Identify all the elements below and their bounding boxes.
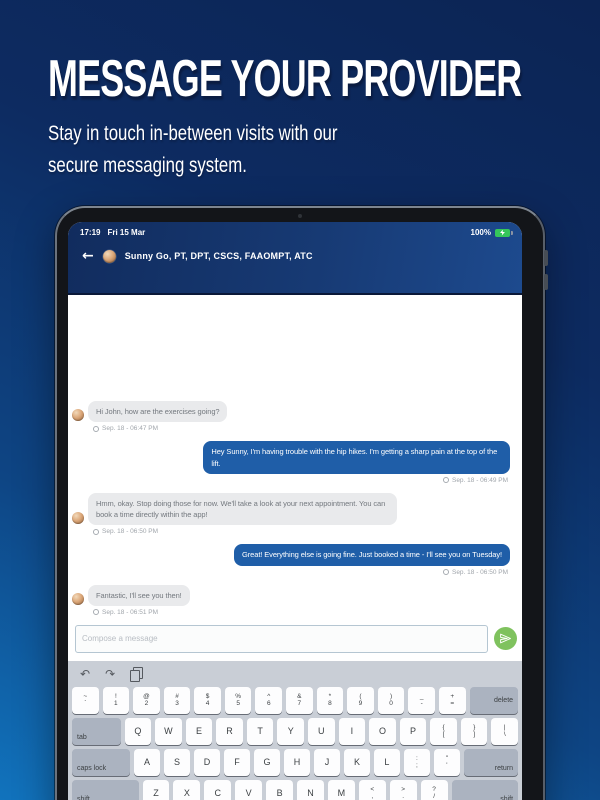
redo-icon[interactable]: ↷: [105, 666, 116, 681]
tablet-mockup: [55, 206, 545, 800]
hero-subtitle-line1: Stay in touch in-between visits with our: [48, 122, 338, 145]
status-right: [471, 228, 510, 237]
message-timestamp: Sep. 18 - 06:50 PM: [72, 569, 508, 576]
battery-percent: 100%: [470, 228, 491, 237]
status-bar: [68, 222, 522, 237]
compose-input[interactable]: [75, 625, 488, 653]
keyboard-row: [72, 687, 518, 714]
key-o[interactable]: O: [369, 718, 396, 745]
undo-icon[interactable]: ↶: [80, 666, 91, 681]
key-i[interactable]: I: [339, 718, 366, 745]
key-h[interactable]: H: [284, 749, 310, 776]
status-time: 17:19: [80, 228, 101, 237]
key-,[interactable]: < ,: [359, 780, 386, 800]
message-timestamp: Sep. 18 - 06:50 PM: [93, 528, 508, 535]
hero-subtitle-line2: secure messaging system.: [48, 153, 247, 177]
key-][interactable]: } ]: [461, 718, 488, 745]
provider-name: Sunny Go, PT, DPT, CSCS, FAAOMPT, ATC: [124, 251, 313, 261]
provider-avatar: [72, 409, 84, 421]
key-tab[interactable]: tab: [72, 718, 121, 745]
provider-avatar: [103, 250, 116, 263]
key-2[interactable]: @ 2: [133, 687, 160, 714]
key-z[interactable]: Z: [143, 780, 170, 800]
message-row-outgoing: [72, 441, 514, 474]
message-bubble: Fantastic, I'll see you then!: [88, 585, 190, 606]
message-bubble: Hey Sunny, I'm having trouble with the hip hikes. I'm getting a sharp pain at the top of the lift.: [203, 441, 510, 474]
message-row-incoming: [72, 401, 514, 422]
message-row-incoming: [72, 585, 514, 606]
front-camera-icon: [298, 214, 302, 218]
key-/[interactable]: ? /: [421, 780, 448, 800]
key-a[interactable]: A: [134, 749, 160, 776]
key-return[interactable]: return: [464, 749, 518, 776]
key-9[interactable]: ( 9: [347, 687, 374, 714]
message-bubble: Hi John, how are the exercises going?: [88, 401, 227, 422]
key-m[interactable]: M: [328, 780, 355, 800]
app-header-area: [68, 222, 522, 295]
key-5[interactable]: % 5: [225, 687, 252, 714]
message-timestamp: Sep. 18 - 06:47 PM: [93, 425, 508, 432]
message-bubble: Great! Everything else is going fine. Just booked a time - I'll see you on Tuesday!: [234, 544, 510, 565]
key-4[interactable]: $ 4: [194, 687, 221, 714]
key-shift[interactable]: shift: [72, 780, 139, 800]
keyboard-row: [72, 780, 518, 800]
key-c[interactable]: C: [204, 780, 231, 800]
hero-subtitle: [48, 118, 337, 181]
key-d[interactable]: D: [194, 749, 220, 776]
status-left: [80, 228, 152, 237]
key-l[interactable]: L: [374, 749, 400, 776]
onscreen-keyboard: [68, 661, 522, 800]
send-plane-icon: [499, 632, 512, 645]
volume-down-button: [544, 274, 548, 290]
key-\[interactable]: | \: [491, 718, 518, 745]
status-date: Fri 15 Mar: [107, 228, 146, 237]
provider-avatar: [72, 512, 84, 524]
key-1[interactable]: ! 1: [103, 687, 130, 714]
keyboard-rows: [72, 687, 518, 800]
volume-up-button: [544, 250, 548, 266]
message-row-incoming: [72, 493, 514, 526]
key-q[interactable]: Q: [125, 718, 152, 745]
key-7[interactable]: & 7: [286, 687, 313, 714]
keyboard-row: [72, 718, 518, 745]
key-p[interactable]: P: [400, 718, 427, 745]
key--[interactable]: _ -: [408, 687, 435, 714]
key-n[interactable]: N: [297, 780, 324, 800]
key-'[interactable]: " ': [434, 749, 460, 776]
key-j[interactable]: J: [314, 749, 340, 776]
key-.[interactable]: > .: [390, 780, 417, 800]
clock-icon: [443, 477, 449, 483]
key-w[interactable]: W: [155, 718, 182, 745]
key-[[interactable]: { [: [430, 718, 457, 745]
provider-avatar: [72, 593, 84, 605]
back-arrow-icon[interactable]: ←: [82, 248, 94, 264]
key-b[interactable]: B: [266, 780, 293, 800]
page-title: MESSAGE YOUR PROVIDER: [48, 49, 522, 108]
message-timestamp: Sep. 18 - 06:49 PM: [72, 477, 508, 484]
message-row-outgoing: [72, 544, 514, 565]
clock-icon: [93, 426, 99, 432]
key-shift[interactable]: shift: [452, 780, 519, 800]
key-u[interactable]: U: [308, 718, 335, 745]
key-delete[interactable]: delete: [470, 687, 519, 714]
send-button[interactable]: [494, 627, 517, 650]
key-6[interactable]: ^ 6: [255, 687, 282, 714]
message-timestamp: Sep. 18 - 06:51 PM: [93, 609, 508, 616]
key-;[interactable]: : ;: [404, 749, 430, 776]
key-`[interactable]: ~ `: [72, 687, 99, 714]
clock-icon: [93, 609, 99, 615]
chat-panel: [68, 295, 522, 800]
clock-icon: [93, 529, 99, 535]
keyboard-toolbar: [72, 661, 518, 687]
key-e[interactable]: E: [186, 718, 213, 745]
key-r[interactable]: R: [216, 718, 243, 745]
clock-icon: [443, 569, 449, 575]
key-k[interactable]: K: [344, 749, 370, 776]
chat-header: [68, 248, 522, 264]
key-y[interactable]: Y: [277, 718, 304, 745]
tablet-screen: [68, 222, 522, 800]
key-x[interactable]: X: [173, 780, 200, 800]
key-s[interactable]: S: [164, 749, 190, 776]
key-8[interactable]: * 8: [317, 687, 344, 714]
key-g[interactable]: G: [254, 749, 280, 776]
key-f[interactable]: F: [224, 749, 250, 776]
key-v[interactable]: V: [235, 780, 262, 800]
compose-bar: [68, 625, 522, 653]
key-=[interactable]: + =: [439, 687, 466, 714]
battery-charging-icon: [495, 229, 510, 237]
key-caps-lock[interactable]: caps lock: [72, 749, 130, 776]
message-bubble: Hmm, okay. Stop doing those for now. We'll take a look at your next appointment. You can book a time directly within the app!: [88, 493, 397, 526]
message-list: [68, 295, 522, 625]
key-0[interactable]: ) 0: [378, 687, 405, 714]
key-t[interactable]: T: [247, 718, 274, 745]
key-3[interactable]: # 3: [164, 687, 191, 714]
keyboard-row: [72, 749, 518, 776]
paste-icon[interactable]: [130, 667, 143, 681]
